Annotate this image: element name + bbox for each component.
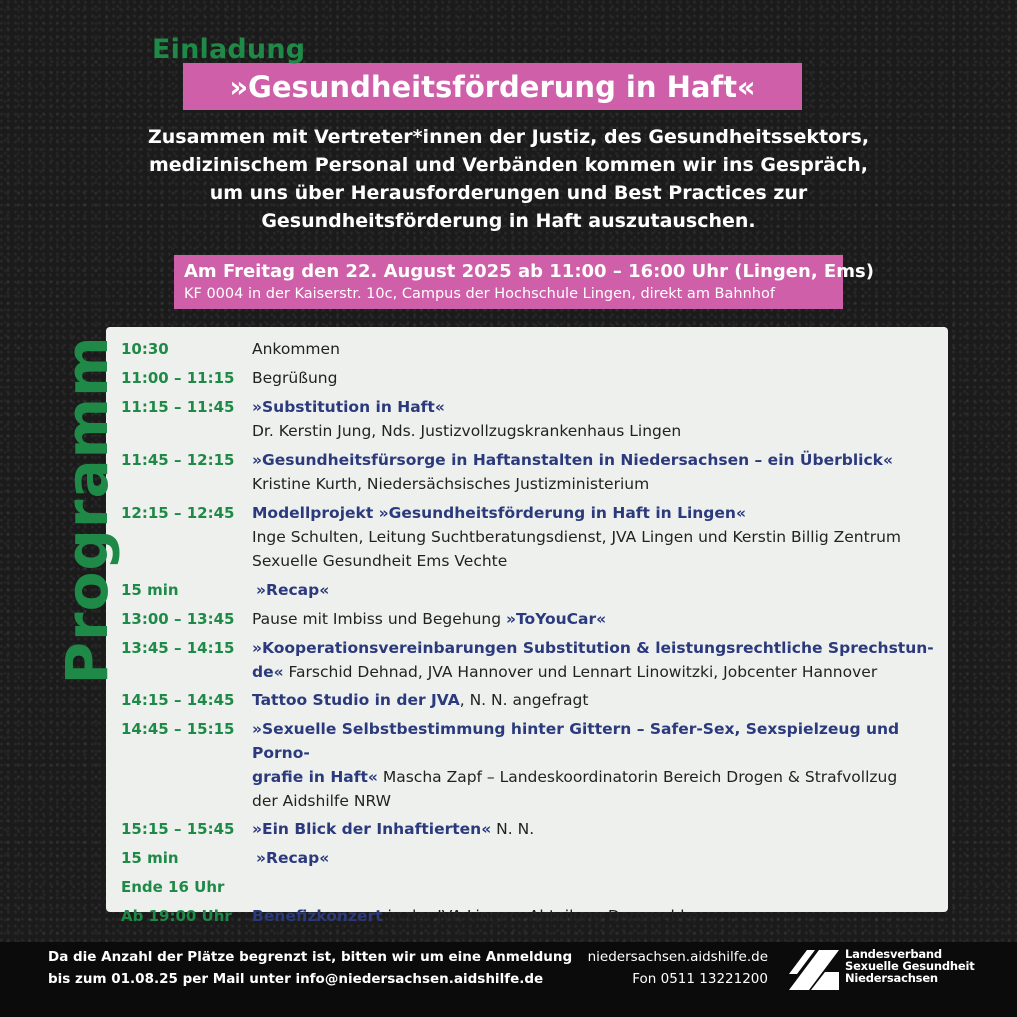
program-description — [252, 688, 934, 712]
program-text: N. N. — [491, 820, 535, 838]
programm-vertical-label: Programm — [53, 335, 121, 685]
program-highlight: »Gesundheitsfürsorge in Haftanstalten in Niedersachsen – ein Überblick« — [252, 451, 894, 469]
program-description-line — [252, 525, 934, 549]
program-description-line — [252, 419, 934, 443]
program-row — [121, 395, 934, 443]
program-description-line — [252, 636, 934, 660]
program-highlight: »Substitution in Haft« — [252, 398, 445, 416]
program-description — [256, 578, 934, 602]
title-banner — [183, 63, 802, 110]
program-description — [252, 817, 934, 841]
event-location: KF 0004 in der Kaiserstr. 10c, Campus der Hochschule Lingen, direkt am Bahnhof — [184, 286, 775, 302]
program-description-line — [252, 660, 934, 684]
program-highlight: »ToYouCar« — [506, 610, 607, 628]
program-highlight: de« — [252, 663, 284, 681]
program-description — [252, 366, 934, 390]
program-row — [121, 578, 934, 602]
program-row — [121, 607, 934, 631]
intro-line: medizinischem Personal und Verbänden kommen wir ins Gespräch, — [149, 154, 868, 176]
program-description — [252, 636, 934, 684]
program-highlight: Modellprojekt »Gesundheitsförderung in Haft in Lingen« — [252, 504, 746, 522]
program-row — [121, 875, 934, 899]
registration-note — [48, 946, 572, 990]
program-list — [121, 337, 934, 928]
program-description-line — [252, 448, 934, 472]
program-highlight: Tattoo Studio in der JVA — [252, 691, 460, 709]
intro-line: Zusammen mit Vertreter*innen der Justiz, des Gesundheitssektors, — [147, 126, 870, 148]
program-description-line — [252, 717, 934, 765]
intro-line: Gesundheitsförderung in Haft auszutauschen. — [261, 210, 756, 232]
program-time: 14:45 – 15:15 — [121, 720, 235, 738]
program-description-line — [252, 395, 934, 419]
program-text: der Aidshilfe NRW — [252, 792, 391, 810]
program-row — [121, 448, 934, 496]
program-description — [252, 875, 934, 899]
contact-info — [560, 946, 768, 990]
registration-line: bis zum 01.08.25 per Mail unter info@niedersachsen.aidshilfe.de — [48, 971, 544, 987]
program-row — [121, 904, 934, 928]
program-time: 11:45 – 12:15 — [121, 451, 235, 469]
registration-line: Da die Anzahl der Plätze begrenzt ist, bitten wir um eine Anmeldung — [48, 949, 573, 965]
program-time: Ende 16 Uhr — [121, 878, 225, 896]
program-description-line — [256, 846, 934, 870]
program-description — [256, 846, 934, 870]
program-text: Ankommen — [252, 340, 340, 358]
logo-line: Sexuelle Gesundheit — [845, 959, 975, 973]
program-panel — [106, 327, 948, 925]
program-text: Mascha Zapf – Landeskoordinatorin Bereich Drogen & Strafvollzug — [377, 768, 898, 786]
program-description — [252, 448, 934, 496]
intro-text — [100, 123, 917, 235]
program-highlight: Benefizkonzert — [252, 907, 383, 925]
program-description — [252, 501, 934, 573]
program-highlight: »Ein Blick der Inhaftierten« — [252, 820, 492, 838]
program-row — [121, 688, 934, 712]
program-time: 13:45 – 14:15 — [121, 639, 235, 657]
program-description-line — [252, 765, 934, 789]
phone-number: Fon 0511 13221200 — [632, 971, 768, 987]
program-time: 10:30 — [121, 340, 169, 358]
program-highlight: »Recap« — [256, 849, 330, 867]
program-text: Dr. Kerstin Jung, Nds. Justizvollzugskrankenhaus Lingen — [252, 422, 682, 440]
program-row — [121, 501, 934, 573]
program-description-line — [252, 337, 934, 361]
program-description — [252, 717, 934, 813]
program-description-line — [252, 904, 934, 928]
program-text: Pause mit Imbiss und Begehung — [252, 610, 507, 628]
program-description-line — [252, 789, 934, 813]
program-description-line — [252, 549, 934, 573]
program-time: 15 min — [121, 581, 179, 599]
program-time: 15:15 – 15:45 — [121, 820, 235, 838]
program-description-line — [252, 366, 934, 390]
program-time: 13:00 – 13:45 — [121, 610, 235, 628]
program-time: Ab 19:00 Uhr — [121, 907, 232, 925]
program-description-line — [256, 578, 934, 602]
program-text: Sexuelle Gesundheit Ems Vechte — [252, 552, 508, 570]
program-text: Begrüßung — [252, 369, 338, 387]
program-row — [121, 636, 934, 684]
program-row — [121, 846, 934, 870]
intro-line: um uns über Herausforderungen und Best Practices zur — [209, 182, 808, 204]
program-highlight: grafie in Haft« — [252, 768, 378, 786]
program-text: , N. N. angefragt — [459, 691, 589, 709]
program-description — [252, 395, 934, 443]
event-date-banner — [174, 255, 874, 309]
program-highlight: »Recap« — [256, 581, 330, 599]
program-row — [121, 366, 934, 390]
program-row — [121, 717, 934, 813]
program-time: 12:15 – 12:45 — [121, 504, 235, 522]
program-highlight: »Sexuelle Selbstbestimmung hinter Gittern – Safer-Sex, Sexspielzeug und Porno- — [252, 720, 900, 762]
program-text: Farschid Dehnad, JVA Hannover und Lennart Linowitzki, Jobcenter Hannover — [283, 663, 878, 681]
program-time: 11:15 – 11:45 — [121, 398, 235, 416]
logo-icon — [789, 950, 839, 990]
program-description-line — [252, 607, 934, 631]
program-description — [252, 337, 934, 361]
program-time: 15 min — [121, 849, 179, 867]
program-time: 11:00 – 11:15 — [121, 369, 235, 387]
einladung-label: Einladung — [152, 34, 306, 65]
logo-line: Landesverband — [845, 947, 942, 961]
program-text: Kristine Kurth, Niedersächsisches Justizministerium — [252, 475, 650, 493]
program-description — [252, 607, 934, 631]
program-description-line — [252, 501, 934, 525]
event-title: »Gesundheitsförderung in Haft« — [229, 69, 756, 104]
program-text: in der JVA Lingen, Abteilung Damaschke — [382, 907, 699, 925]
program-description-line — [252, 472, 934, 496]
logo-line: Niedersachsen — [845, 971, 938, 985]
program-row — [121, 817, 934, 841]
program-time: 14:15 – 14:45 — [121, 691, 235, 709]
program-text: Inge Schulten, Leitung Suchtberatungsdienst, JVA Lingen und Kerstin Billig Zentrum — [252, 528, 901, 546]
website-link[interactable]: niedersachsen.aidshilfe.de — [587, 949, 768, 965]
program-description — [252, 904, 934, 928]
program-row — [121, 337, 934, 361]
footer — [0, 942, 1017, 1017]
logo-text — [845, 948, 975, 984]
program-description-line — [252, 688, 934, 712]
program-description-line — [252, 817, 934, 841]
program-highlight: »Kooperationsvereinbarungen Substitution & leistungsrechtliche Sprechstun- — [252, 639, 934, 657]
event-date: Am Freitag den 22. August 2025 ab 11:00 – 16:00 Uhr (Lingen, Ems) — [184, 261, 874, 282]
